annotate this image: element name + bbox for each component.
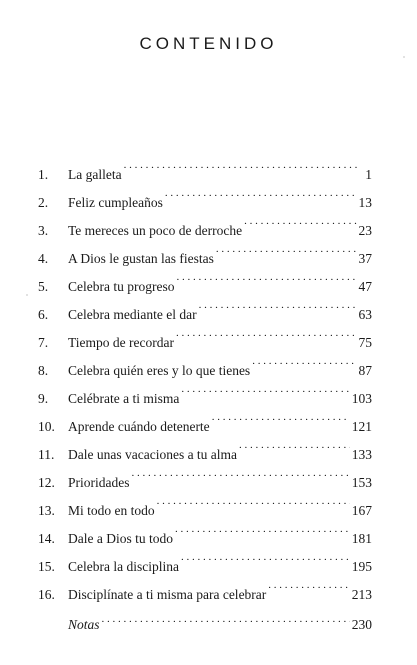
entry-title: Tiempo de recordar [68, 335, 174, 350]
entry-page: 47 [358, 279, 372, 294]
dot-leader [132, 459, 350, 487]
entry-title: Celebra tu progreso [68, 279, 175, 294]
entry-title: Celebra quién eres y lo que tienes [68, 363, 251, 378]
entry-number: 2. [38, 195, 49, 210]
table-of-contents [38, 151, 372, 602]
entry-number: 1. [38, 167, 49, 182]
paper-speck [403, 56, 405, 58]
entry-number: 5. [38, 279, 49, 294]
dot-leader [175, 515, 350, 543]
entry-page: 133 [351, 447, 372, 462]
entry-title: Te mereces un poco de derroche [68, 223, 243, 238]
entry-page: 195 [351, 559, 372, 574]
entry-number: 13. [38, 503, 55, 518]
entry-title: A Dios le gustan las fiestas [68, 251, 214, 266]
entry-page: 103 [351, 391, 372, 406]
dot-leader [157, 487, 350, 515]
entry-number: 6. [38, 307, 49, 322]
dot-leader [176, 319, 357, 347]
entry-number: 16. [38, 587, 55, 602]
dot-leader [181, 543, 350, 571]
notes-title: Notas [68, 617, 100, 632]
toc-entry [38, 151, 372, 182]
dot-leader [165, 179, 357, 207]
paper-speck [26, 294, 28, 296]
entry-page: 87 [358, 363, 372, 378]
entry-number: 14. [38, 531, 55, 546]
entry-page: 213 [351, 587, 372, 602]
page-title: CONTENIDO [139, 34, 278, 53]
entry-title: Celébrate a ti misma [68, 391, 180, 406]
entry-number: 8. [38, 363, 49, 378]
dot-leader [181, 375, 349, 403]
entry-title: Dale a Dios tu todo [68, 531, 173, 546]
dot-leader [199, 291, 357, 319]
entry-title: Disciplínate a ti misma para celebrar [68, 587, 267, 602]
entry-page: 167 [351, 503, 372, 518]
entry-page: 23 [358, 223, 372, 238]
entry-number: 12. [38, 475, 55, 490]
entry-number: 9. [38, 391, 49, 406]
dot-leader [244, 207, 356, 235]
entry-title: Celebra la disciplina [68, 559, 179, 574]
dot-leader [216, 235, 357, 263]
dot-leader [124, 151, 360, 179]
entry-number: 7. [38, 335, 49, 350]
entry-page: 37 [358, 251, 372, 266]
entry-number: 4. [38, 251, 49, 266]
entry-title: Mi todo en todo [68, 503, 155, 518]
dot-leader [212, 403, 350, 431]
dot-leader [176, 263, 356, 291]
entry-number: 3. [38, 223, 49, 238]
entry-number: 11. [38, 447, 55, 462]
entry-title: Celebra mediante el dar [68, 307, 197, 322]
entry-number: 10. [38, 419, 55, 434]
entry-page: 153 [351, 475, 372, 490]
entry-title: La galleta [68, 167, 122, 182]
dot-leader [239, 431, 350, 459]
entry-page: 181 [351, 531, 372, 546]
notes-page: 230 [351, 617, 372, 632]
entry-page: 121 [351, 419, 372, 434]
entry-title: Feliz cumpleaños [68, 195, 163, 210]
entry-number: 15. [38, 559, 55, 574]
dot-leader [268, 571, 349, 599]
dot-leader [252, 347, 356, 375]
toc-notes-entry [68, 609, 372, 635]
entry-title: Aprende cuándo detenerte [68, 419, 210, 434]
entry-title: Prioridades [68, 475, 130, 490]
entry-page: 75 [358, 335, 372, 350]
dot-leader [102, 609, 350, 629]
entry-page: 1 [365, 167, 372, 182]
entry-page: 63 [358, 307, 372, 322]
entry-title: Dale unas vacaciones a tu alma [68, 447, 238, 462]
entry-page: 13 [358, 195, 372, 210]
